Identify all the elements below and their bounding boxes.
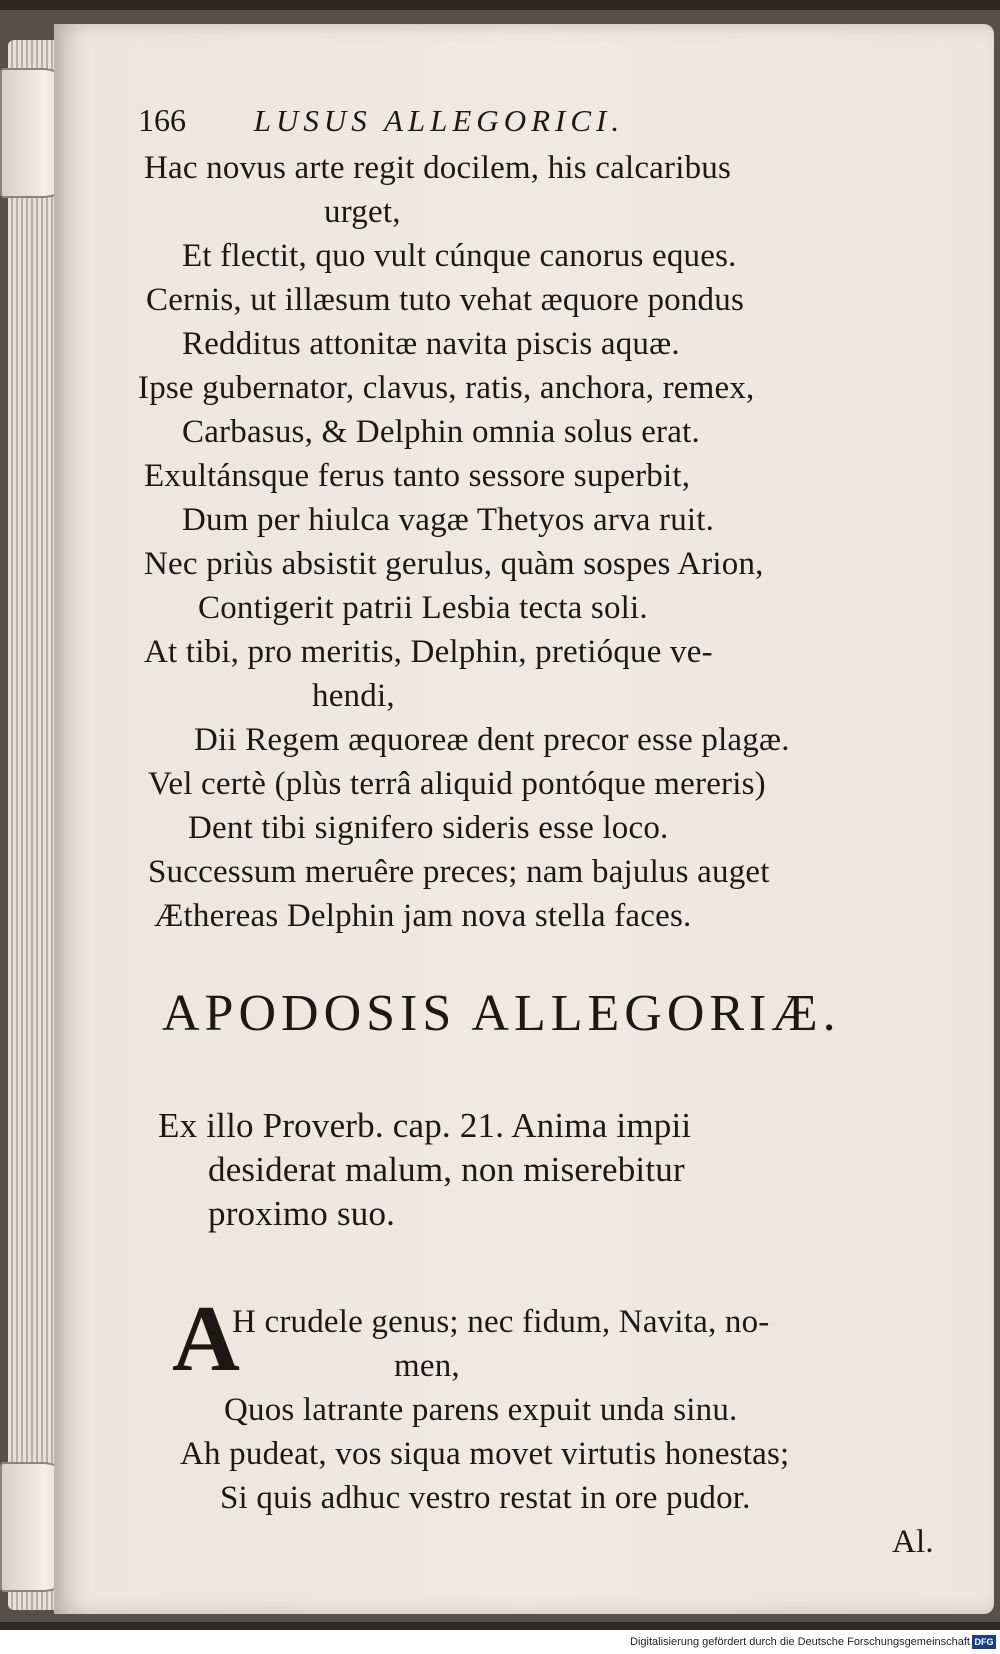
poem-line: Hac novus arte regit docilem, his calcaribus [144, 150, 732, 186]
page-number: 166 [138, 102, 186, 138]
poem-line: Si quis adhuc vestro restat in ore pudor. [220, 1480, 751, 1516]
running-title: LUSUS ALLEGORICI. [253, 103, 625, 138]
poem-line: Exultánsque ferus tanto sessore superbit, [144, 458, 691, 494]
poem-line: Ipse gubernator, clavus, ratis, anchora, remex, [138, 370, 755, 406]
poem-line: Contigerit patrii Lesbia tecta soli. [198, 590, 648, 626]
drop-cap: A [172, 1287, 240, 1391]
poem-line: Ah pudeat, vos siqua movet virtutis honestas; [180, 1436, 790, 1472]
prose-line: Ex illo Proverb. cap. 21. Anima impii [158, 1106, 692, 1145]
poem-line: Nec priùs absistit gerulus, quàm sospes Arion, [144, 546, 764, 582]
poem-line: Redditus attonitæ navita piscis aquæ. [182, 326, 680, 362]
catchword: Al. [892, 1524, 934, 1560]
poem-line: Quos latrante parens expuit unda sinu. [224, 1392, 738, 1428]
poem-line: At tibi, pro meritis, Delphin, pretióque ve- [144, 634, 713, 670]
page-edges [8, 40, 56, 1610]
poem-line: Successum meruêre preces; nam bajulus auget [148, 854, 770, 890]
poem-line: Et flectit, quo vult cúnque canorus eques. [182, 238, 737, 274]
poem-line: Dent tibi signifero sideris esse loco. [188, 810, 669, 846]
poem-line: urget, [324, 194, 401, 230]
section-heading: APODOSIS ALLEGORIÆ. [162, 985, 841, 1042]
poem-line: Dum per hiulca vagæ Thetyos arva ruit. [182, 502, 715, 538]
poem-line: hendi, [312, 678, 395, 714]
poem-line: Cernis, ut illæsum tuto vehat æquore pondus [146, 282, 744, 318]
poem-line: H crudele genus; nec fidum, Navita, no- [232, 1304, 770, 1340]
prose-line: proximo suo. [208, 1194, 396, 1233]
poem-line: Carbasus, & Delphin omnia solus erat. [182, 414, 700, 450]
dfg-logo-icon: DFG [972, 1635, 996, 1649]
poem-line: Vel certè (plùs terrâ aliquid pontóque mereris) [148, 766, 766, 802]
book-scan [0, 10, 1000, 1622]
running-header [138, 102, 624, 139]
poem-line: Dii Regem æquoreæ dent precor esse plagæ. [194, 722, 790, 758]
digitization-note: Digitalisierung gefördert durch die Deutsche Forschungsgemeinschaft [630, 1636, 970, 1648]
poem-line: men, [394, 1348, 460, 1384]
digitization-footer [0, 1630, 1000, 1654]
prose-line: desiderat malum, non miserebitur [208, 1150, 685, 1189]
book-page [54, 24, 994, 1614]
poem-line: Æthereas Delphin jam nova stella faces. [154, 898, 692, 934]
